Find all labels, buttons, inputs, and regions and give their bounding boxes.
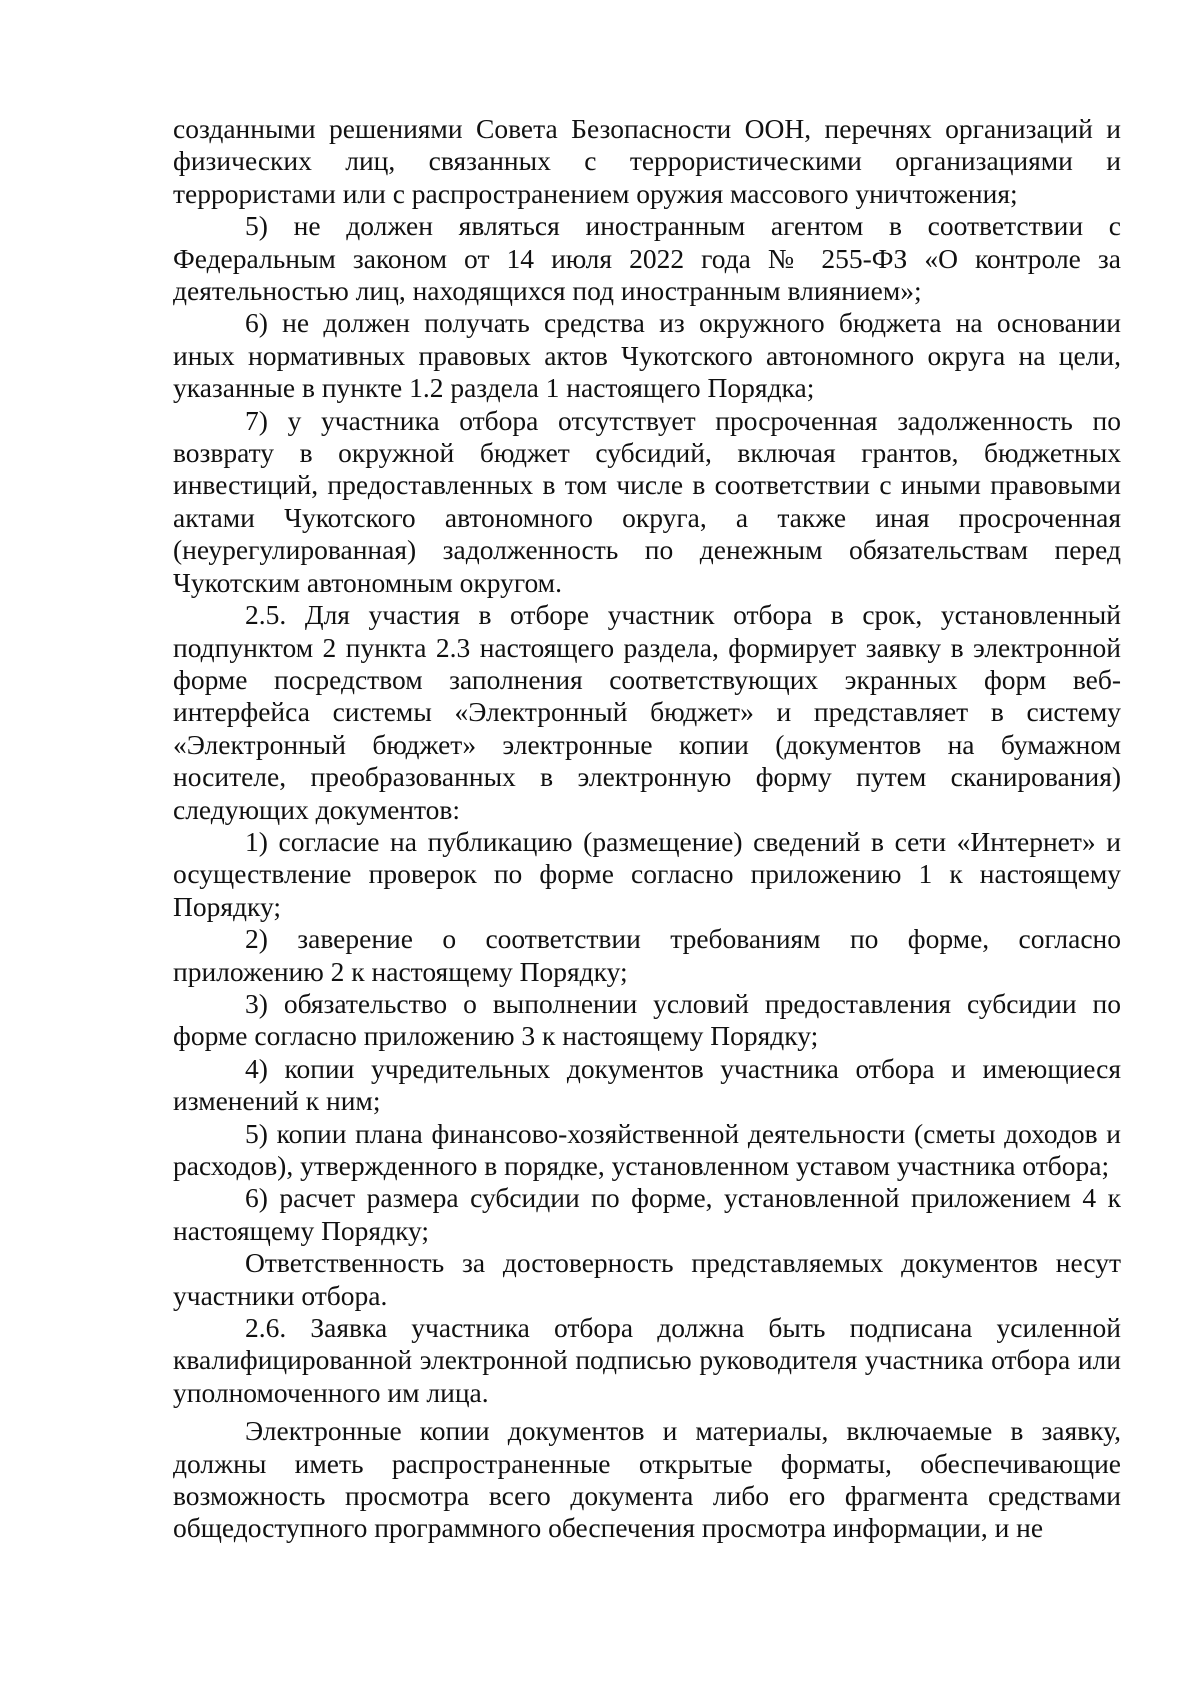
paragraph-doc-3-obligation: 3) обязательство о выполнении условий предоставления субсидии по форме согласно приложению 3 к настоящему Порядку; bbox=[173, 987, 1121, 1052]
paragraph-electronic-copies: Электронные копии документов и материалы, включаемые в заявку, должны иметь распространенные открытые форматы, обеспечивающие возможность просмотра всего документа либо его фрагмента средствами общедоступного программного обеспечения просмотра информации, и не bbox=[173, 1415, 1121, 1544]
paragraph-doc-4-founding-docs: 4) копии учредительных документов участника отбора и имеющиеся изменений к ним; bbox=[173, 1052, 1121, 1117]
paragraph-sanctions-lists: созданными решениями Совета Безопасности ООН, перечнях организаций и физических лиц, связанных с террористическими организациями и террористами или с распространением оружия массового уничтожения; bbox=[173, 113, 1121, 209]
paragraph-item-5-foreign-agent: 5) не должен являться иностранным агентом в соответствии с Федеральным законом от 14 июля 2022 года № 255-ФЗ «О контроле за деятельностью лиц, находящихся под иностранным влиянием»; bbox=[173, 210, 1121, 307]
paragraph-doc-6-subsidy-calc: 6) расчет размера субсидии по форме, установленной приложением 4 к настоящему Порядку; bbox=[173, 1182, 1121, 1246]
paragraph-responsibility: Ответственность за достоверность представляемых документов несут участники отбора. bbox=[173, 1247, 1121, 1311]
paragraph-item-6-budget-funds: 6) не должен получать средства из окружного бюджета на основании иных нормативных правовых актов Чукотского автономного округа на цели, указанные в пункте 1.2 раздела 1 настоящего Порядка; bbox=[173, 307, 1121, 404]
paragraph-doc-1-consent: 1) согласие на публикацию (размещение) сведений в сети «Интернет» и осуществление проверок по форме согласно приложению 1 к настоящему Порядку; bbox=[173, 825, 1121, 922]
paragraph-item-7-debt: 7) у участника отбора отсутствует просроченная задолженность по возврату в окружной бюджет субсидий, включая грантов, бюджетных инвестиций, предоставленных в том числе в соответствии с иными правовыми актами Чукотского автономного округа, а также иная просроченная (неурегулированная) задолженность по денежным обязательствам перед Чукотским автономным округом. bbox=[173, 404, 1121, 598]
paragraph-doc-2-assurance: 2) заверение о соответствии требованиям по форме, согласно приложению 2 к настоящему Порядку; bbox=[173, 923, 1121, 987]
document-body bbox=[173, 113, 1121, 1545]
paragraph-section-2-6: 2.6. Заявка участника отбора должна быть подписана усиленной квалифицированной электронной подписью руководителя участника отбора или уполномоченного им лица. bbox=[173, 1312, 1121, 1408]
paragraph-section-2-5: 2.5. Для участия в отборе участник отбора в срок, установленный подпунктом 2 пункта 2.3 настоящего раздела, формирует заявку в электронной форме посредством заполнения соответствующих экранных форм веб-интерфейса системы «Электронный бюджет» и представляет в систему «Электронный бюджет» электронные копии (документов на бумажном носителе, преобразованных в электронную форму путем сканирования) следующих документов: bbox=[173, 599, 1121, 825]
paragraph-doc-5-financial-plan: 5) копии плана финансово-хозяйственной деятельности (сметы доходов и расходов), утвержденного в порядке, установленном уставом участника отбора; bbox=[173, 1117, 1121, 1181]
